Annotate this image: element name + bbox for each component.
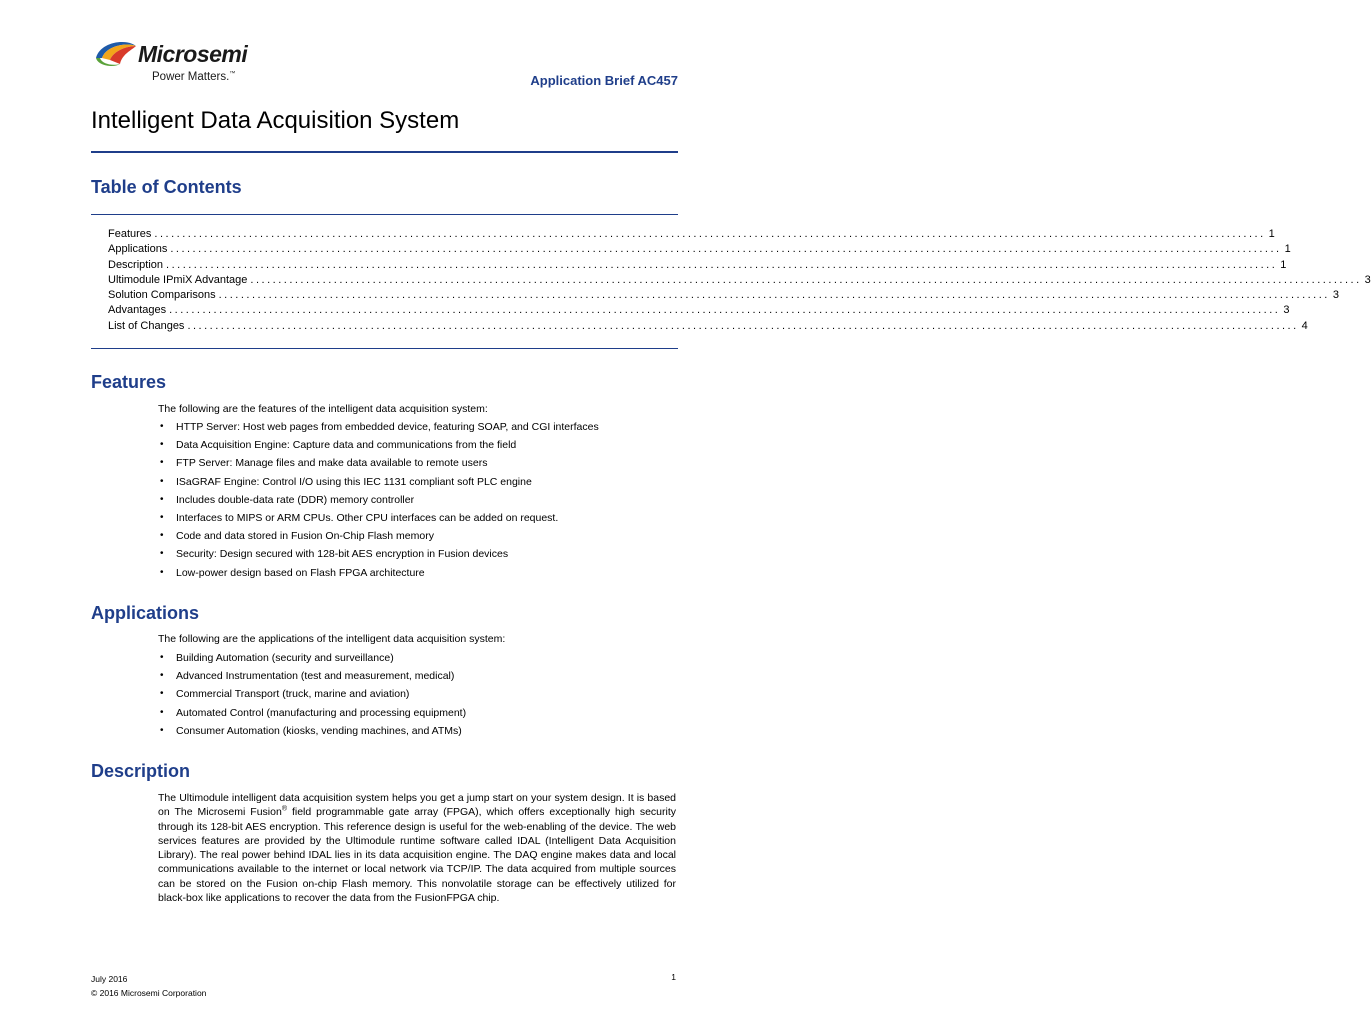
toc-entry-page: 1 — [1268, 228, 1275, 240]
microsemi-swoosh-icon — [92, 38, 140, 70]
list-item: • Automated Control (manufacturing and processing equipment) — [158, 706, 466, 724]
toc-top-divider — [91, 214, 678, 215]
toc-leader-dots: ........................................................................................................................................................................................................ — [169, 304, 1281, 317]
toc-entry-page: 3 — [1283, 304, 1290, 317]
features-heading: Features — [91, 372, 167, 392]
page-title: Intelligent Data Acquisition System — [91, 107, 460, 134]
list-item: • FTP Server: Manage files and make data available to remote users — [158, 456, 599, 474]
list-item: • Security: Design secured with 128-bit AES encryption in Fusion devices — [158, 547, 599, 565]
description-heading: Description — [91, 761, 191, 781]
toc-leader-dots: ........................................................................................................................................................................................................ — [187, 319, 1299, 332]
microsemi-logo — [92, 38, 282, 88]
list-item: • HTTP Server: Host web pages from embedded device, featuring SOAP, and CGI interfaces — [158, 420, 599, 438]
toc-leader-dots: ........................................................................................................................................................................................................ — [250, 273, 1362, 286]
features-intro: The following are the features of the intelligent data acquisition system: — [158, 403, 488, 415]
applications-heading: Applications — [91, 603, 200, 623]
toc-entry-page: 1 — [1280, 258, 1287, 271]
toc-entry[interactable] — [108, 228, 1275, 243]
applications-list — [158, 651, 466, 742]
footer-copyright: © 2016 Microsemi Corporation — [91, 988, 207, 998]
toc-entry[interactable] — [108, 273, 1371, 289]
footer-left — [91, 972, 206, 1000]
applications-intro: The following are the applications of the intelligent data acquisition system: — [158, 633, 506, 645]
toc-entry-title: Applications — [108, 243, 168, 256]
toc-entry[interactable] — [108, 258, 1287, 274]
page-number: 1 — [671, 972, 676, 982]
toc-entry-title: Ultimodule IPmiX Advantage — [108, 273, 248, 286]
table-of-contents — [108, 228, 1371, 335]
toc-heading: Table of Contents — [91, 177, 242, 197]
toc-entry-title: Description — [108, 258, 164, 271]
toc-entry-page: 1 — [1284, 243, 1291, 256]
toc-entry-page: 3 — [1332, 289, 1339, 302]
title-divider — [91, 151, 678, 153]
list-item: • Low-power design based on Flash FPGA architecture — [158, 566, 599, 584]
list-item: • Includes double-data rate (DDR) memory controller — [158, 493, 599, 511]
tagline-text: Power Matters. — [152, 71, 230, 83]
brand-name: Microsemi — [138, 41, 248, 67]
toc-entry-title: Features — [108, 228, 152, 240]
toc-bottom-divider — [91, 348, 678, 349]
toc-entry-title: List of Changes — [108, 319, 185, 332]
list-item: • Building Automation (security and surveillance) — [158, 651, 466, 669]
list-item: • Commercial Transport (truck, marine and aviation) — [158, 687, 466, 705]
footer-date: July 2016 — [91, 974, 128, 984]
features-list — [158, 420, 599, 584]
toc-entry-page: 4 — [1301, 319, 1308, 332]
description-text-part2: field programmable gate array (FPGA), which offers exceptionally high security through its 128-bit AES encryption. This reference design is useful for the web-enabling of the device. The web services features are provided by the Ultimodule runtime software called IDAL (Intelligent Data Acquisition Library). The real power behind IDAL lies in its data acquisition engine. The DAQ engine makes data and local communications available to the internet or local network via TCP/IP. The data acquired from multiple sources can be stored on the Fusion on-chip Flash memory. This nonvolatile storage can be effectively utilized for black-box like applications to recover the data from the FusionFPGA chip. — [158, 806, 677, 905]
toc-leader-dots: ........................................................................................................................................................................................................ — [166, 258, 1278, 271]
list-item: • Advanced Instrumentation (test and measurement, medical) — [158, 669, 466, 687]
list-item: • Interfaces to MIPS or ARM CPUs. Other CPU interfaces can be added on request. — [158, 511, 599, 529]
toc-entry-title: Advantages — [108, 304, 167, 317]
toc-leader-dots: ........................................................................................................................................................................................................ — [154, 228, 1266, 240]
toc-entry-page: 3 — [1364, 273, 1371, 286]
toc-entry[interactable] — [108, 304, 1290, 319]
document-id: Application Brief AC457 — [530, 73, 678, 88]
list-item: • Consumer Automation (kiosks, vending machines, and ATMs) — [158, 724, 466, 742]
list-item: • ISaGRAF Engine: Control I/O using this IEC 1131 compliant soft PLC engine — [158, 475, 599, 493]
tagline-trademark: ™ — [229, 71, 236, 78]
list-item: • Code and data stored in Fusion On-Chip Flash memory — [158, 529, 599, 547]
brand-tagline — [152, 71, 235, 83]
toc-entry-title: Solution Comparisons — [108, 289, 216, 302]
description-body — [158, 791, 676, 905]
toc-entry[interactable] — [108, 319, 1308, 335]
toc-leader-dots: ........................................................................................................................................................................................................ — [170, 243, 1282, 256]
registered-mark: ® — [281, 805, 287, 813]
toc-entry[interactable] — [108, 289, 1339, 304]
description-text-part1: The Ultimodule intelligent data acquisition system helps you get a jump start on your system design. It is based on The Microsemi Fusion — [158, 792, 676, 819]
toc-leader-dots: ........................................................................................................................................................................................................ — [218, 289, 1330, 302]
list-item: • Data Acquisition Engine: Capture data and communications from the field — [158, 438, 599, 456]
toc-entry[interactable] — [108, 243, 1291, 258]
